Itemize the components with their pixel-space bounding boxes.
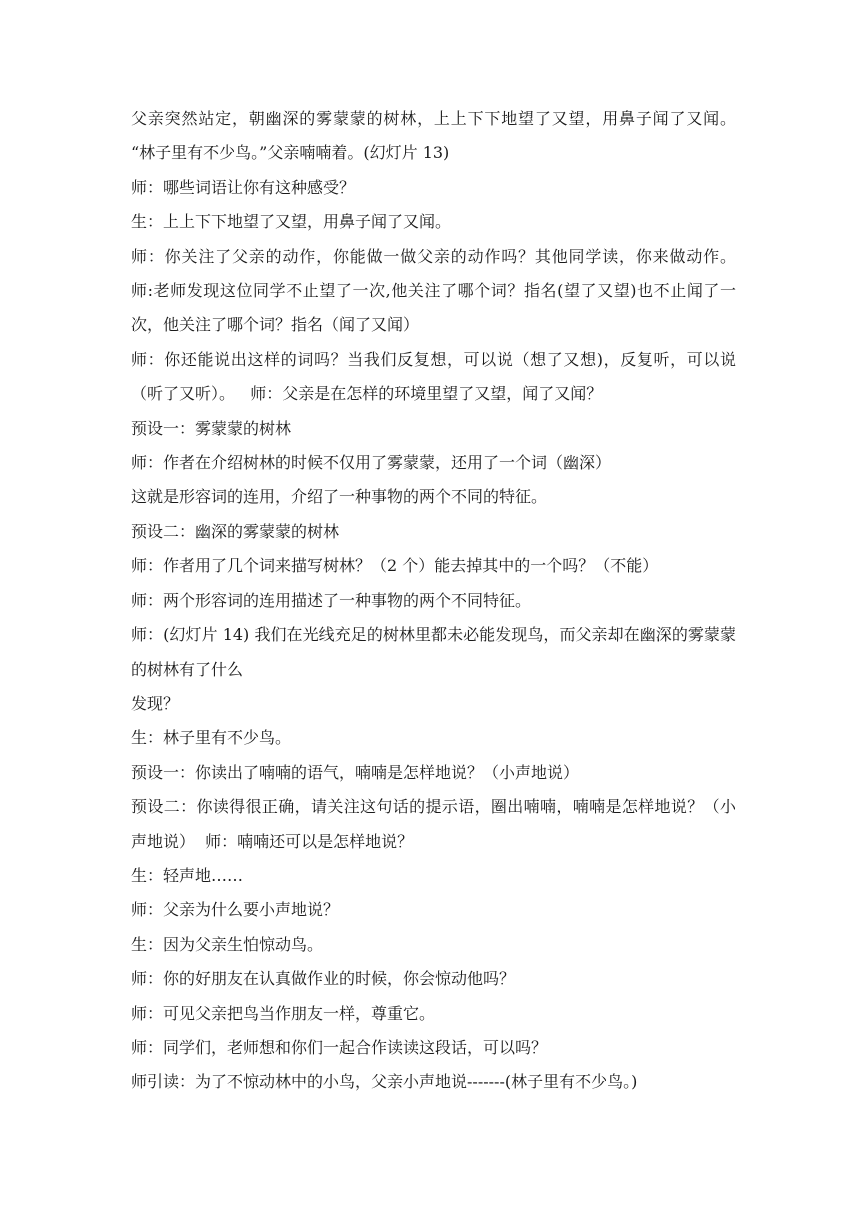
paragraph-10: 师：作者用了几个词来描写树林？（2 个）能去掉其中的一个吗？（不能）	[131, 556, 659, 576]
paragraph-21: 师：可见父亲把鸟当作朋友一样，尊重它。	[131, 1003, 436, 1023]
paragraph-16: 预设二：你读得很正确，请关注这句话的提示语，圈出喃喃，喃喃是怎样地说？（小声地说） 师：喃喃还可以是怎样地说？	[131, 797, 736, 851]
paragraph-15: 预设一：你读出了喃喃的语气，喃喃是怎样地说？（小声地说）	[131, 762, 580, 782]
paragraph-17: 生：轻声地……	[131, 865, 244, 885]
paragraph-1: 父亲突然站定，朝幽深的雾蒙蒙的树林，上上下下地望了又望，用鼻子闻了又闻。 “林子里有不少鸟。”父亲喃喃着。(幻灯片 13)	[131, 109, 752, 163]
paragraph-9: 预设二：幽深的雾蒙蒙的树林	[131, 521, 340, 541]
paragraph-7: 师：作者在介绍树林的时候不仅用了雾蒙蒙，还用了一个词（幽深）	[131, 453, 612, 473]
paragraph-14: 生：林子里有不少鸟。	[131, 728, 292, 748]
document-body	[131, 102, 752, 1100]
paragraph-6: 预设一：雾蒙蒙的树林	[131, 418, 292, 438]
paragraph-22: 师：同学们，老师想和你们一起合作读读这段话，可以吗？	[131, 1037, 548, 1057]
paragraph-23: 师引读：为了不惊动林中的小鸟，父亲小声地说-------(林子里有不少鸟。)	[131, 1072, 638, 1092]
paragraph-3: 生：上上下下地望了又望，用鼻子闻了又闻。	[131, 212, 452, 232]
paragraph-12: 师：(幻灯片 14) 我们在光线充足的树林里都未必能发现鸟，而父亲却在幽深的雾蒙蒙的树林有了什么	[131, 625, 736, 679]
paragraph-11: 师：两个形容词的连用描述了一种事物的两个不同特征。	[131, 590, 532, 610]
paragraph-4: 师：你关注了父亲的动作，你能做一做父亲的动作吗？其他同学读，你来做动作。 师:老师发现这位同学不止望了一次,他关注了哪个词？指名(望了又望)也不止闻了一次，他关注了哪个词？指名（闻了又闻）	[131, 246, 747, 335]
paragraph-13: 发现？	[131, 693, 180, 713]
paragraph-19: 生：因为父亲生怕惊动鸟。	[131, 934, 324, 954]
paragraph-20: 师：你的好朋友在认真做作业的时候，你会惊动他吗？	[131, 969, 516, 989]
paragraph-2: 师：哪些词语让你有这种感受？	[131, 177, 356, 197]
paragraph-8: 这就是形容词的连用，介绍了一种事物的两个不同的特征。	[131, 487, 548, 507]
paragraph-5: 师：你还能说出这样的词吗？当我们反复想，可以说（想了又想)，反复听，可以说（听了又听）。 师：父亲是在怎样的环境里望了又望，闻了又闻？	[131, 349, 736, 404]
paragraph-18: 师：父亲为什么要小声地说？	[131, 900, 340, 920]
